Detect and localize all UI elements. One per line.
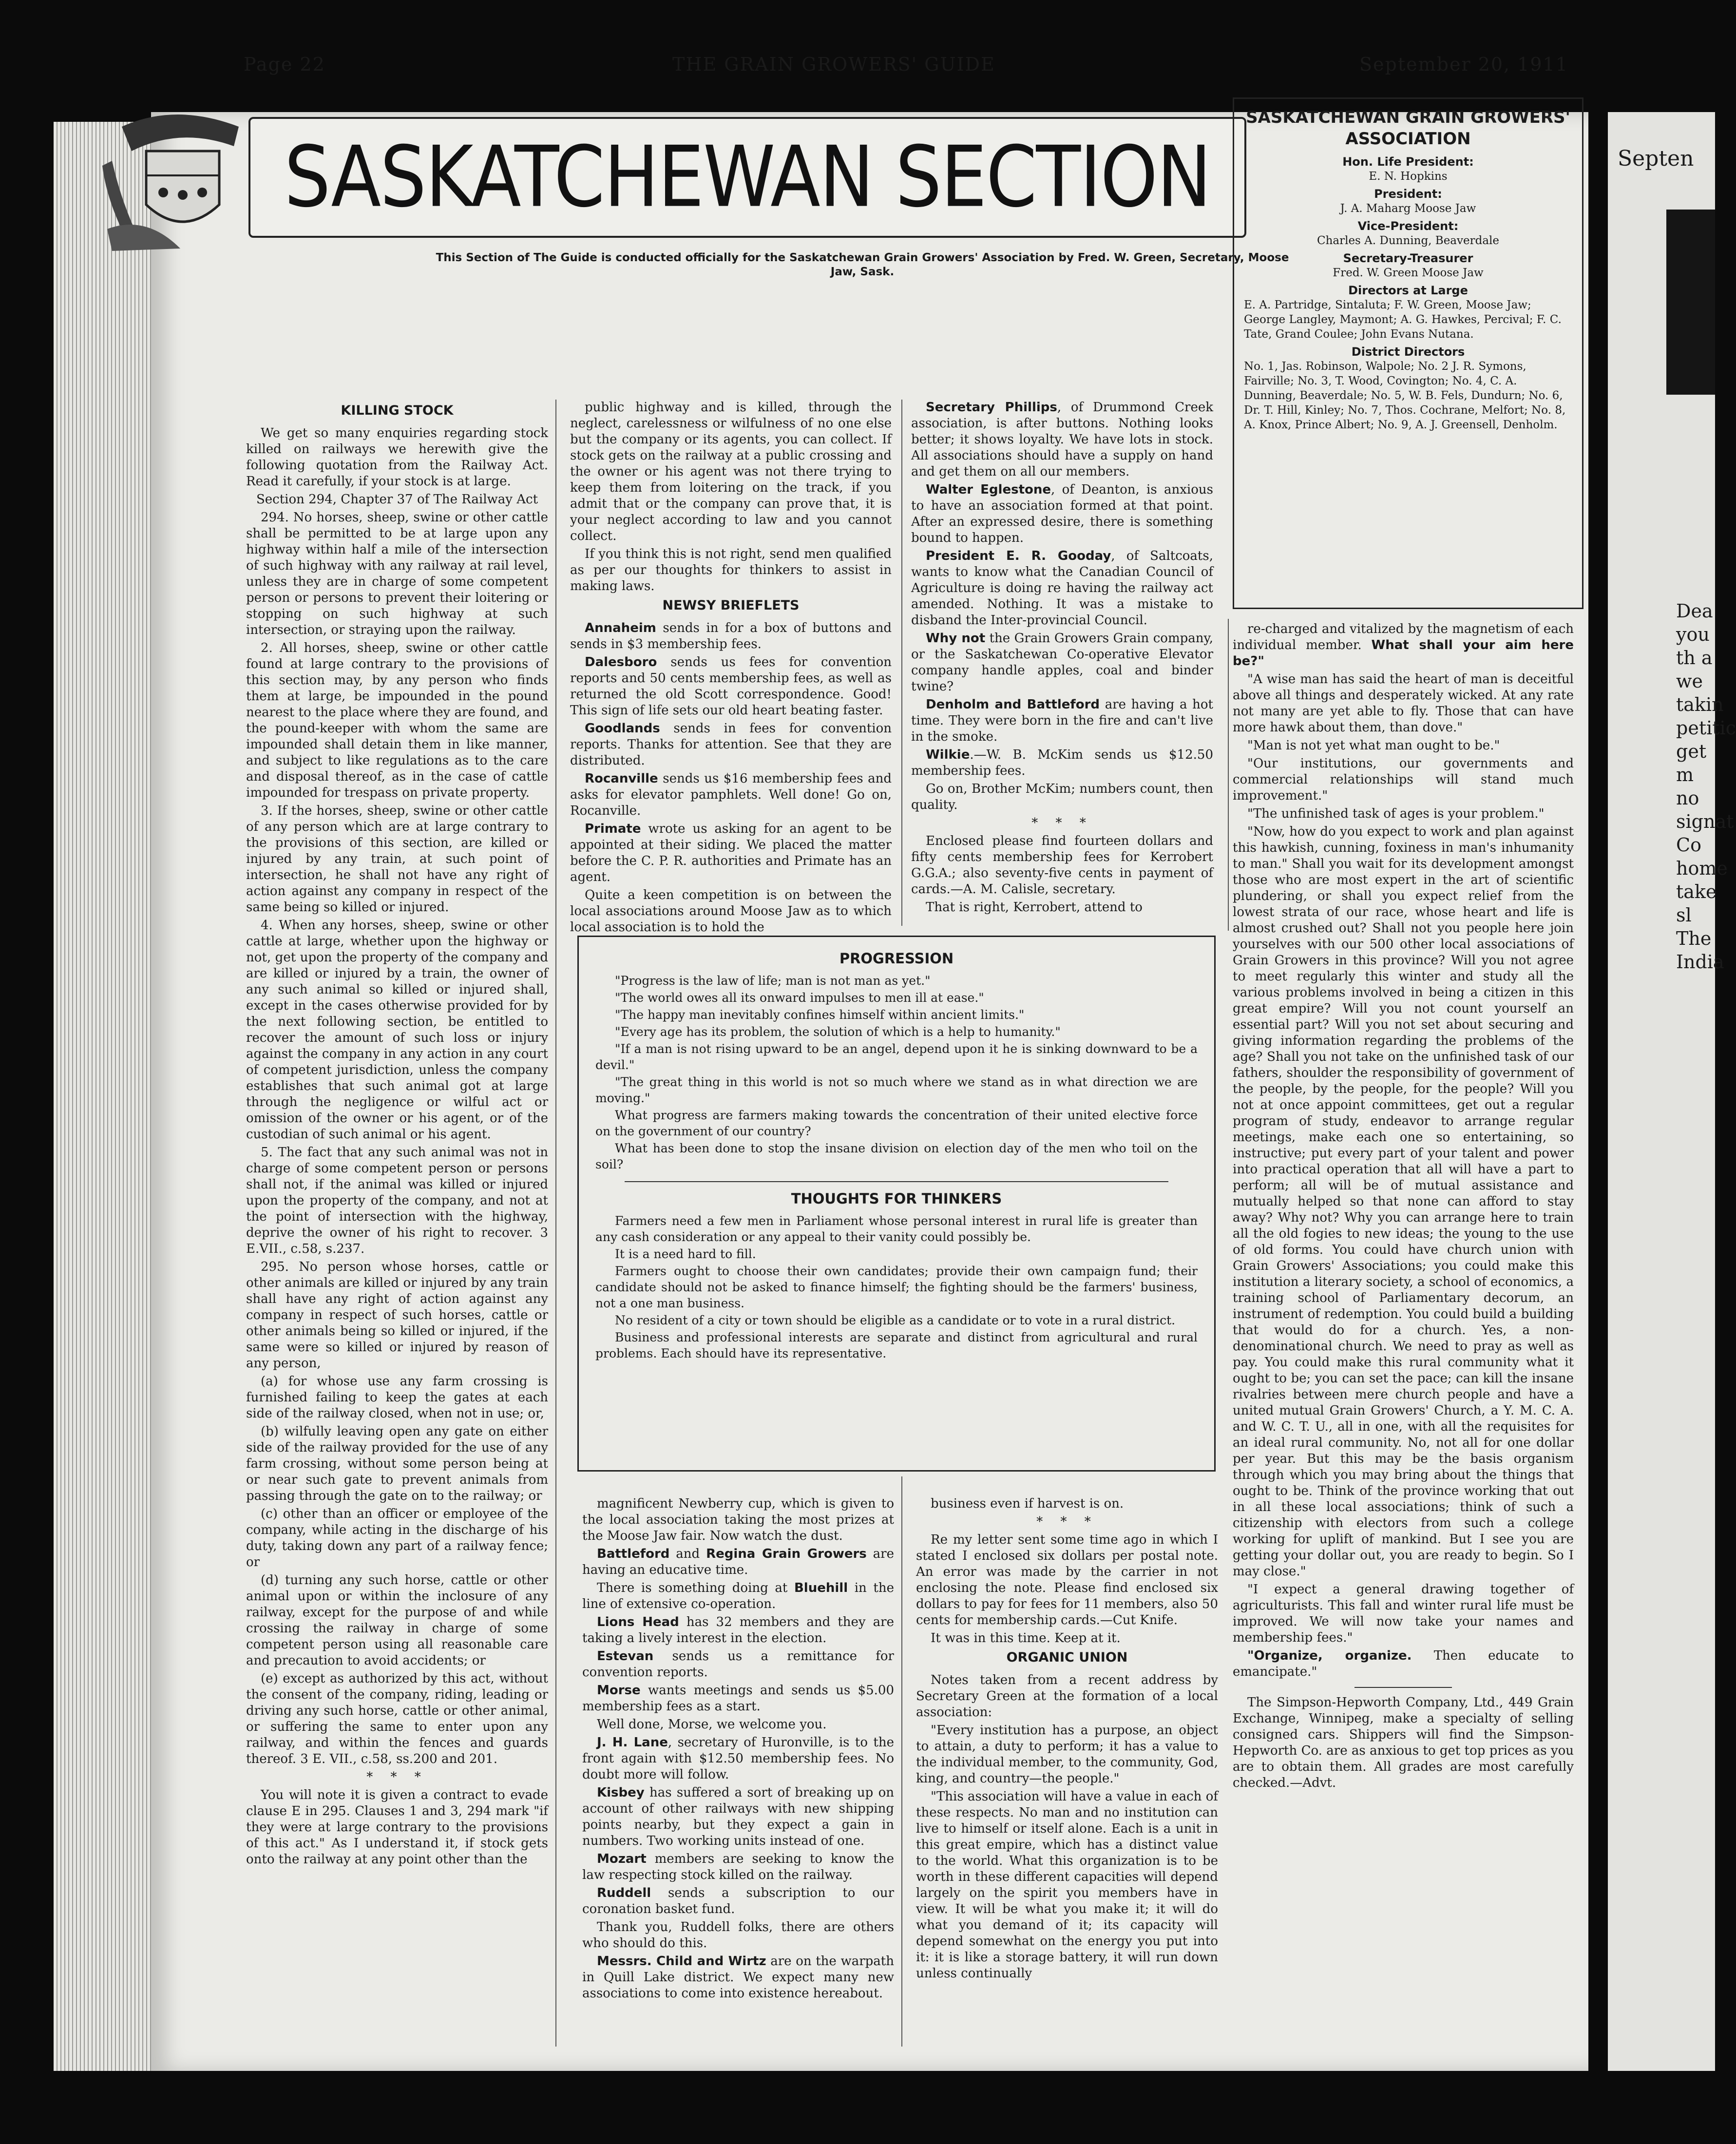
paragraph: Notes taken from a recent address by Secretary Green at the formation of a local association: — [916, 1673, 1218, 1720]
paragraph: 2. All horses, sheep, swine or other cattle found at large contrary to the provisions of this section may, by any person who finds them at large, be impounded in the pound nearest to the place where they are found, and the pound-keeper with whom the same are impounded shall detain them in like manner, and subject to like regulations as to the care and disposal thereof, as in the case of cattle impounded for trespass on private property. — [246, 641, 548, 800]
paragraph: (b) wilfully leaving open any gate on either side of the railway provided for the use of any farm crossing, without some person being at or near such gate to prevent animals from passing through the gate on to the railway; or — [246, 1424, 548, 1503]
district-directors-label: District Directors — [1351, 345, 1465, 359]
paragraph: 294. No horses, sheep, swine or other cattle shall be permitted to be at large upon any highway within half a mile of the intersection of such highway with any railway at rail level, unless they are in charge of some competent person or persons to prevent their loitering or stopping on such highway at such intersection, or straying upon the railway. — [246, 510, 548, 637]
paragraph: "Our institutions, our governments and commercial relationships will stand much improvement." — [1233, 756, 1574, 803]
citation: Section 294, Chapter 37 of The Railway Act — [256, 492, 538, 507]
paragraph: Enclosed please find fourteen dollars and fifty cents membership fees for Kerrobert G.G.A.; also seventy-five cents in payment of cards.—A. M. Calisle, secretary. — [911, 834, 1213, 897]
killing-stock-article — [246, 400, 548, 1870]
paragraph: That is right, Kerrobert, attend to — [926, 900, 1143, 915]
brief: President E. R. Gooday, of Saltcoats, wants to know what the Canadian Council of Agriculture is doing re having the railway act amended. Nothing. It was a mistake to disband the Inter-provincial Council. — [911, 549, 1213, 628]
paragraph: (c) other than an officer or employee of the company, while acting in the discharge of his duty, taking down any part of a railway fence; or — [246, 1507, 548, 1570]
paragraph: magnificent Newberry cup, which is given to the local association taking the most prizes at the Moose Jaw fair. Now watch the dust. — [582, 1496, 894, 1543]
brief: Goodlands sends in fees for convention reports. Thanks for attention. See that they are distributed. — [570, 721, 892, 768]
issue-date: September 20, 1911 — [1359, 54, 1568, 75]
brief: Walter Eglestone, of Deanton, is anxious to have an association formed at that point. After an expressed desire, there is something bound to happen. — [911, 482, 1213, 545]
separator-stars: * * * — [366, 1770, 428, 1784]
brief: Annaheim sends in for a box of buttons and sends in $3 membership fees. — [570, 621, 892, 651]
district-directors: No. 1, Jas. Robinson, Walpole; No. 2 J. R. Symons, Fairville; No. 3, T. Wood, Covington; No. 4, C. A. Dunning, Beaverdale; No. 5, W. B. Fels, Dundurn; No. 6, Dr. T. Hill, Kinley; No. 7, Thos. Cochrane, Melfort; No. 8, A. Knox, Prince Albert; No. 9, A. J. Greensell, Denholm. — [1244, 360, 1566, 431]
thought: Farmers need a few men in Parliament whose personal interest in rural life is greater than any cash consideration or any appeal to their vanity could possibly be. — [595, 1214, 1198, 1244]
secretary: Fred. W. Green Moose Jaw — [1333, 267, 1484, 279]
paragraph: "This association will have a value in each of these respects. No man and no institution can live to himself or itself alone. Each is a unit in this great empire, which has a distinct value to the world. What this organization is to be worth in these different capacities will depend largely on the spirit you members have in view. It will be what you make it; it will do what you demand of it; its capacity will depend somewhat on the energy you put into it: it is like a storage battery, it will run down unless continually — [916, 1789, 1218, 1981]
paragraph: "Every institution has a purpose, an object to attain, a duty to perform; it has a value to the individual member, to the community, God, king, and country—the people." — [916, 1723, 1218, 1786]
column-3-upper — [911, 400, 1213, 918]
adjacent-page — [1608, 112, 1736, 2071]
paragraph: "Organize, organize. Then educate to emancipate." — [1233, 1648, 1574, 1679]
association-name: SASKATCHEWAN GRAIN GROWERS' ASSOCIATION — [1246, 108, 1570, 149]
paragraph: "The unfinished task of ages is your problem." — [1247, 806, 1545, 821]
quote: "Every age has its problem, the solution of which is a help to humanity." — [615, 1025, 1061, 1039]
quote: "The world owes all its onward impulses to men ill at ease." — [615, 991, 984, 1005]
paragraph: public highway and is killed, through the neglect, carelessness or wilfulness of no one else but the company or its agents, you can collect. If stock gets on the railway at a public crossing and the owner or his agent was not there trying to keep them from loitering on the track, if you admit that or the company can prove that, it is your neglect according to law and you cannot collect. — [570, 400, 892, 543]
paragraph: 3. If the horses, sheep, swine or other cattle of any person which are at large contrary to the provisions of this section, are killed or injured by any train, at such point of intersection, he shall not have any right of action against any company in respect of the same being so killed or injured. — [246, 804, 548, 915]
quote: "The great thing in this world is not so much where we stand as in what direction we are moving." — [595, 1075, 1198, 1105]
thought: No resident of a city or town should be eligible as a candidate or to vote in a rural district. — [615, 1313, 1176, 1327]
brief: Rocanville sends us $16 membership fees and asks for elevator pamphlets. Well done! Go on, Rocanville. — [570, 771, 892, 818]
directors-at-large: E. A. Partridge, Sintaluta; F. W. Green, Moose Jaw; George Langley, Maymont; A. G. Hawkes, Percival; F. C. Tate, Grand Coulee; John Evans Nutana. — [1244, 299, 1562, 341]
paragraph: "I expect a general drawing together of agriculturists. This fall and winter rural life must be improved. We will now take your names and membership fees." — [1233, 1582, 1574, 1645]
paragraph: Re my letter sent some time ago in which I stated I enclosed six dollars per postal note. An error was made by the carrier in not enclosing the note. Please find enclosed six dollars to pay for fees for 11 members, also 50 cents for membership cards.—Cut Knife. — [916, 1532, 1218, 1627]
brief: J. H. Lane, secretary of Huronville, is to the front again with $12.50 membership fees. No doubt more will follow. — [582, 1735, 894, 1782]
paragraph: "Now, how do you expect to work and plan against this hawkish, cunning, foxiness in man's inhumanity to man." Shall you wait for its development amongst those who are most expert in the art of scientific plundering, or shall you expect relief from the lowest strata of our race, whose heart and life is almost crushed out? Shall not you people here join yourselves with our 500 other local associations of Grain Growers in this province? Will you not agree to meet regularly this winter and study all the various problems involved in being a citizen in this great empire? Will you not count yourself an essential part? Will you not set about securing and giving information regarding the problems of the age? Shall you not take on the unfinished task of our fathers, shoulder the responsibility of government of the people, by the people, for the people? Will you not at once appoint committees, get out a regular program of study, endeavor to arrange regular meetings, make each one so entertaining, so instructive; put every part of your talent and power into practical operation that all will have a part to perform; all will be of mutual assistance and mutually helped so that none can afford to stay away? Why not? Why you can arrange here to train all the old fogies to new ideas; the young to the use of old forms. You could have church union with Grain Growers' Associations; you could make this institution a literary society, a school of economics, a training school of Parliamentary decorum, an instrument of redemption. You could build a building that would do for a church. Yes, a non-denominational church. We need to pray as well as pay. You could make this rural community what it ought to be; you can set the pace; can kill the insane rivalries between mere church people and have a united mutual Grain Growers' Church, a Y. M. C. A. and W. C. T. U., all in one, with all the requisites for an ideal rural community. No, not all for one dollar per year. But this may be the basis organism through which you may bring about the things that ought to be. Think of the province working that out in all these local associations; think of such a citizenship with electors from such a college working for uplift of mankind. But I see you are getting your dollar out, you are ready to begin. So I may close." — [1233, 824, 1574, 1579]
vice-president: Charles A. Dunning, Beaverdale — [1316, 234, 1500, 247]
section-masthead — [102, 97, 1252, 258]
organic-union-continued — [1233, 621, 1574, 1793]
president: J. A. Maharg Moose Jaw — [1340, 202, 1476, 215]
section-tagline: This Section of The Guide is conducted officially for the Saskatchewan Grain Growers' Association by Fred. W. Green, Secretary, Moose Jaw, Sask. — [436, 251, 1289, 278]
adjacent-page-graphic — [1666, 210, 1715, 395]
paragraph: We get so many enquiries regarding stock killed on railways we herewith give the following quotation from the Railway Act. Read it carefully, if your stock is at large. — [246, 426, 548, 489]
quote: "Progress is the law of life; man is not man as yet." — [615, 974, 931, 988]
paragraph: You will note it is given a contract to evade clause E in 295. Clauses 1 and 3, 294 mark "if they were at large contrary to the provisions of this act." As I understand it, if stock gets onto the railway at any point other than the — [246, 1788, 548, 1867]
thought: Business and professional interests are separate and distinct from agricultural and rural problems. Each should have its representative. — [595, 1330, 1198, 1360]
organic-union-heading: ORGANIC UNION — [1006, 1650, 1128, 1665]
brief: Estevan sends us a remittance for convention reports. — [582, 1649, 894, 1680]
quote: What progress are farmers making towards the concentration of their united elective force on the government of our country? — [595, 1108, 1198, 1138]
adjacent-page-fragment: Dea you th a we takin petitic get m no signat Co home take sl The India — [1676, 600, 1736, 973]
paragraph: Thank you, Ruddell folks, there are others who should do this. — [582, 1920, 894, 1951]
paragraph: (d) turning any such horse, cattle or other animal upon or within the inclosure of any railway, except for the purpose of and while crossing the railway in charge of some competent person using all reasonable care and precaution to avoid accidents; or — [246, 1573, 548, 1668]
brief: Denholm and Battleford are having a hot time. They were born in the fire and can't live in the smoke. — [911, 697, 1213, 744]
page-number: Page 22 — [244, 54, 325, 75]
brief: Secretary Phillips, of Drummond Creek association, is after buttons. Nothing looks better; it shows loyalty. We have lots in stock. All associations should have a supply on hand and get them on all our members. — [911, 400, 1213, 479]
brief: Kisbey has suffered a sort of breaking up on account of other railways with new shipping points nearby, but they expect a gain in numbers. Two working units instead of one. — [582, 1785, 894, 1848]
brief: Why not the Grain Growers Grain company, or the Saskatchewan Co-operative Elevator company handle apples, coal and binder twine? — [911, 631, 1213, 694]
brief: Dalesboro sends us fees for convention reports and 50 cents membership fees, as well as returned the old Scott correspondence. Good! This sign of life sets our old heart beating faster. — [570, 655, 892, 718]
column-rule — [901, 400, 902, 926]
president-label: President: — [1374, 187, 1442, 201]
brief: There is something doing at Bluehill in the line of extensive co-operation. — [582, 1581, 895, 1611]
brief: Messrs. Child and Wirtz are on the warpath in Quill Lake district. We expect many new associations to come into existence hereabout. — [582, 1954, 894, 2001]
hon-president: E. N. Hopkins — [1369, 170, 1448, 183]
paragraph: "Man is not yet what man ought to be." — [1247, 738, 1500, 753]
thought: Farmers ought to choose their own candidates; provide their own campaign fund; their candidate should not be asked to finance himself; the fighting should be the farmers' business, not a one man business. — [595, 1264, 1198, 1310]
brief: Mozart members are seeking to know the law respecting stock killed on the railway. — [582, 1852, 894, 1882]
paragraph: It was in this time. Keep at it. — [931, 1631, 1121, 1646]
progression-heading: PROGRESSION — [839, 950, 954, 967]
paragraph: Quite a keen competition is on between the local associations around Moose Jaw as to which local association is to hold the — [570, 888, 892, 935]
separator-stars: * * * — [1031, 816, 1093, 830]
column-2-lower — [582, 1496, 894, 2004]
column-rule — [901, 1476, 902, 2047]
brief: Morse wants meetings and sends us $5.00 membership fees as a start. — [582, 1683, 894, 1714]
quote: "If a man is not rising upward to be an angel, depend upon it he is sinking downward to be a devil." — [595, 1042, 1198, 1072]
box-divider — [625, 1181, 1168, 1182]
paragraph: (e) except as authorized by this act, without the consent of the company, riding, leading or driving any such horse, cattle or other animal, or suffering the same to enter upon any railway, and within the fences and guards thereof. 3 E. VII., c.58, ss.200 and 201. — [246, 1671, 548, 1766]
section-banner — [248, 117, 1246, 238]
paragraph: 295. No person whose horses, cattle or other animals are killed or injured by any train shall have any right of action against any company in respect of such horses, cattle or other animals being so killed or injured, if the same were so killed or injured by reason of any person, — [246, 1260, 548, 1371]
paragraph: 5. The fact that any such animal was not in charge of some competent person or persons shall not, if the animal was killed or injured upon the property of the company, and not at the point of intersection with the highway, deprive the owner of his right to recover. 3 E.VII., c.58, s.237. — [246, 1145, 548, 1256]
advertisement: The Simpson-Hepworth Company, Ltd., 449 Grain Exchange, Winnipeg, make a specialty of selling consigned cars. Shippers will find the Simpson-Hepworth Co. are as anxious to get top prices as you are to obtain them. All grades are most carefully checked.—Advt. — [1233, 1695, 1574, 1790]
column-3-lower — [916, 1496, 1218, 1984]
column-rule — [555, 400, 556, 2047]
column-rule — [1228, 619, 1229, 931]
column-2-upper — [570, 400, 892, 938]
separator-stars: * * * — [1036, 1514, 1098, 1529]
brief: Battleford and Regina Grain Growers are having an educative time. — [582, 1547, 894, 1577]
paragraph: "A wise man has said the heart of man is deceitful above all things and desperately wicked. At any rate not many are yet able to fly. Those that can have more hawk about them, than dove." — [1233, 672, 1574, 735]
article-heading: KILLING STOCK — [341, 403, 454, 418]
paragraph: Go on, Brother McKim; numbers count, then quality. — [911, 782, 1213, 812]
progression-box — [577, 936, 1216, 1472]
paragraph: If you think this is not right, send men qualified as per our thoughts for thinkers to assist in making laws. — [570, 547, 892, 593]
brief: Lions Head has 32 members and they are taking a lively interest in the election. — [582, 1615, 894, 1646]
publication-title: THE GRAIN GROWERS' GUIDE — [672, 54, 995, 75]
directors-at-large-label: Directors at Large — [1348, 284, 1468, 297]
brief: Wilkie.—W. B. McKim sends us $12.50 membership fees. — [911, 747, 1213, 778]
paragraph: (a) for whose use any farm crossing is furnished failing to keep the gates at each side of the railway closed, when not in use; or, — [246, 1374, 548, 1421]
hon-president-label: Hon. Life President: — [1342, 155, 1474, 169]
thought: It is a need hard to fill. — [615, 1247, 756, 1261]
paragraph: Well done, Morse, we welcome you. — [597, 1717, 827, 1732]
paragraph: 4. When any horses, sheep, swine or other cattle at large, whether upon the highway or not, get upon the property of the company and are killed or injured by a train, the owner of any such animal so killed or injured shall, except in the cases otherwise provided for by the next following section, be entitled to recover the amount of such loss or injury against the company in any action in any court of competent jurisdiction, unless the company establishes that such animal got at large through the negligence or wilful act or omission of the owner or his agent, or of the custodian of such animal or his agent. — [246, 918, 548, 1142]
paragraph: business even if harvest is on. — [931, 1496, 1124, 1511]
adjacent-page-head: Septen — [1618, 146, 1694, 171]
quote: "The happy man inevitably confines himself within ancient limits." — [615, 1008, 1025, 1022]
quote: What has been done to stop the insane division on election day of the men who toil on the soil? — [595, 1141, 1198, 1171]
advert-rule — [1354, 1687, 1452, 1688]
paragraph: re-charged and vitalized by the magnetism of each individual member. What shall your aim here be?" — [1233, 622, 1574, 669]
secretary-label: Secretary-Treasurer — [1343, 251, 1473, 265]
vice-president-label: Vice-President: — [1357, 219, 1459, 233]
thoughts-heading: THOUGHTS FOR THINKERS — [791, 1190, 1002, 1207]
briefs-heading: NEWSY BRIEFLETS — [662, 598, 800, 613]
provincial-crest-ornament — [102, 107, 248, 253]
brief: Ruddell sends a subscription to our coronation basket fund. — [582, 1886, 894, 1916]
brief: Primate wrote us asking for an agent to be appointed at their siding. We placed the matter before the C. P. R. authorities and Primate has an agent. — [570, 822, 892, 884]
section-title: SASKATCHEWAN SECTION — [284, 128, 1211, 227]
association-officers-box — [1233, 97, 1583, 609]
